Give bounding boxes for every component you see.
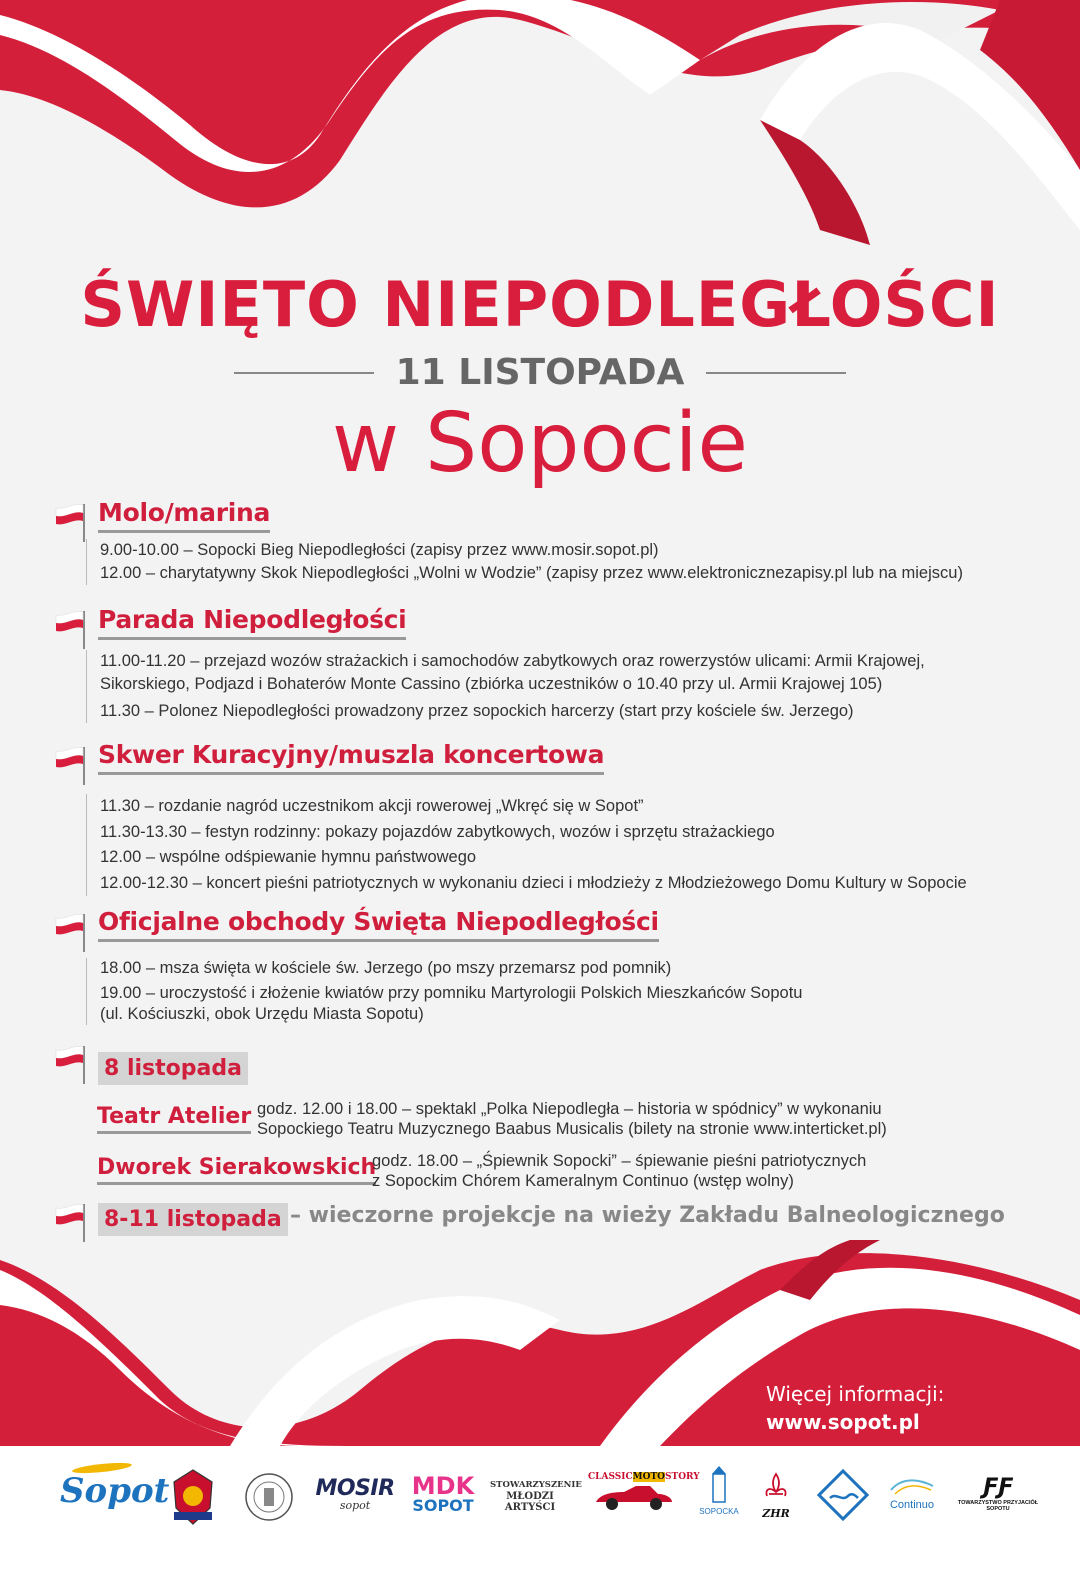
lily-icon: [761, 1472, 791, 1502]
divider-right: [706, 372, 846, 374]
event-line: godz. 12.00 i 18.00 – spektakl „Polka Niepodległa – historia w spódnicy” w wykonaniu: [257, 1100, 882, 1118]
event-line: 11.30-13.30 – festyn rodzinny: pokazy pojazdów zabytkowych, wozów i sprzętu strażackiego: [100, 822, 775, 841]
tower-icon: [704, 1464, 734, 1504]
top-ribbon-decoration: [0, 0, 1080, 250]
wave-icon: [887, 1474, 937, 1496]
event-date: 11 LISTOPADA: [395, 352, 685, 393]
more-info: [766, 1380, 944, 1436]
event-line: Sopockiego Teatru Muzycznego Baabus Musicalis (bilety na stronie www.interticket.pl): [257, 1120, 887, 1138]
sea-emblem: [816, 1468, 870, 1522]
flag-icon: [52, 500, 88, 542]
flag-icon: [52, 1200, 88, 1242]
event-line: (ul. Kościuszki, obok Urzędu Miasta Sopotu): [100, 1005, 424, 1023]
flag-icon: [52, 607, 88, 649]
event-line: 9.00-10.00 – Sopocki Bieg Niepodległości (zapisy przez www.mosir.sopot.pl): [100, 541, 659, 559]
flag-icon: [52, 1042, 88, 1084]
sopocka-logo: SOPOCKA: [696, 1464, 742, 1516]
projection-text: – wieczorne projekcje na wieży Zakładu Balneologicznego: [290, 1203, 1005, 1228]
continuo-logo: Continuo: [882, 1474, 942, 1511]
sponsor-logos-bar: [0, 1446, 1080, 1596]
flag-icon: [52, 743, 88, 785]
flag-icon: [52, 910, 88, 952]
classic-moto-story-logo: CLASSICMOTOSTORY: [588, 1472, 680, 1517]
more-info-label: Więcej informacji:: [766, 1382, 945, 1406]
fire-brigade-emblem: [170, 1468, 216, 1526]
event-line: Sikorskiego, Podjazd i Bohaterów Monte Cassino (zbiórka uczestników o 10.40 przy ul. Armii Krajowej 105): [100, 675, 883, 693]
section-body-parada: [86, 650, 925, 723]
section-heading-molo: Molo/marina: [98, 498, 270, 533]
section-body-skwer: [86, 794, 967, 896]
section-body-molo: [86, 539, 963, 585]
event-line: godz. 18.00 – „Śpiewnik Sopocki” – śpiewanie pieśni patriotycznych: [372, 1152, 867, 1170]
venue-dworek-text: [372, 1151, 866, 1191]
mosir-logo: MOSIR sopot: [315, 1476, 395, 1512]
venue-teatr-atelier-text: [257, 1099, 887, 1139]
event-line: 11.30 – rozdanie nagród uczestnikom akcji rowerowej „Wkręć się w Sopot”: [100, 797, 644, 815]
event-line: 11.00-11.20 – przejazd wozów strażackich i samochodów zabytkowych oraz rowerzystów ulicami: Armii Krajowej,: [100, 652, 925, 670]
section-heading-skwer: Skwer Kuracyjny/muszla koncertowa: [98, 740, 604, 775]
venue-teatr-atelier: Teatr Atelier: [97, 1104, 251, 1134]
date-row: [0, 352, 1080, 393]
badge-nov-8-11: 8-11 listopada: [98, 1203, 288, 1236]
sopot-logo: Sopot: [60, 1464, 144, 1510]
divider-left: [234, 372, 374, 374]
tps-icon: ƑƑ: [982, 1475, 1014, 1500]
section-body-obchody: [86, 958, 802, 1025]
event-line: 18.00 – msza święta w kościele św. Jerzego (po mszy przemarsz pod pomnik): [100, 959, 672, 977]
venue-dworek-sierakowskich: Dworek Sierakowskich: [97, 1155, 376, 1185]
zhr-logo: ZHR: [758, 1472, 794, 1520]
volunteer-fire-emblem: [244, 1472, 294, 1522]
event-line: 12.00 – wspólne odśpiewanie hymnu państwowego: [100, 848, 477, 866]
event-line: 12.00-12.30 – koncert pieśni patriotycznych w wykonaniu dzieci i młodzieży z Młodzieżowego Domu Kultury w Sopocie: [100, 873, 967, 892]
section-heading-parada: Parada Niepodległości: [98, 605, 406, 640]
city-subtitle: w Sopocie: [332, 396, 748, 491]
mlodzi-artysci-logo: STOWARZYSZENIE MŁODZI ARTYŚCI: [490, 1480, 582, 1513]
event-line: z Sopockim Chórem Kameralnym Continuo (wstęp wolny): [372, 1172, 794, 1190]
event-line: 12.00 – charytatywny Skok Niepodległości „Wolni w Wodzie” (zapisy przez www.elektronicznezapisy.pl lub na miejscu): [100, 564, 963, 582]
section-heading-obchody: Oficjalne obchody Święta Niepodległości: [98, 907, 659, 942]
tps-logo: ƑƑ TOWARZYSTWO PRZYJACIÓŁ SOPOTU: [948, 1476, 1048, 1512]
vintage-car-icon: [592, 1482, 676, 1512]
event-line: 19.00 – uroczystość i złożenie kwiatów przy pomniku Martyrologii Polskich Mieszkańców Sopotu: [100, 984, 803, 1002]
page-title: ŚWIĘTO NIEPODLEGŁOŚCI: [80, 268, 1000, 341]
badge-nov-8: 8 listopada: [98, 1052, 248, 1085]
event-line: 11.30 – Polonez Niepodległości prowadzony przez sopockich harcerzy (start przy kościele św. Jerzego): [100, 702, 854, 720]
mdk-sopot-logo: MDK SOPOT: [411, 1472, 475, 1515]
more-info-url[interactable]: www.sopot.pl: [766, 1410, 920, 1434]
